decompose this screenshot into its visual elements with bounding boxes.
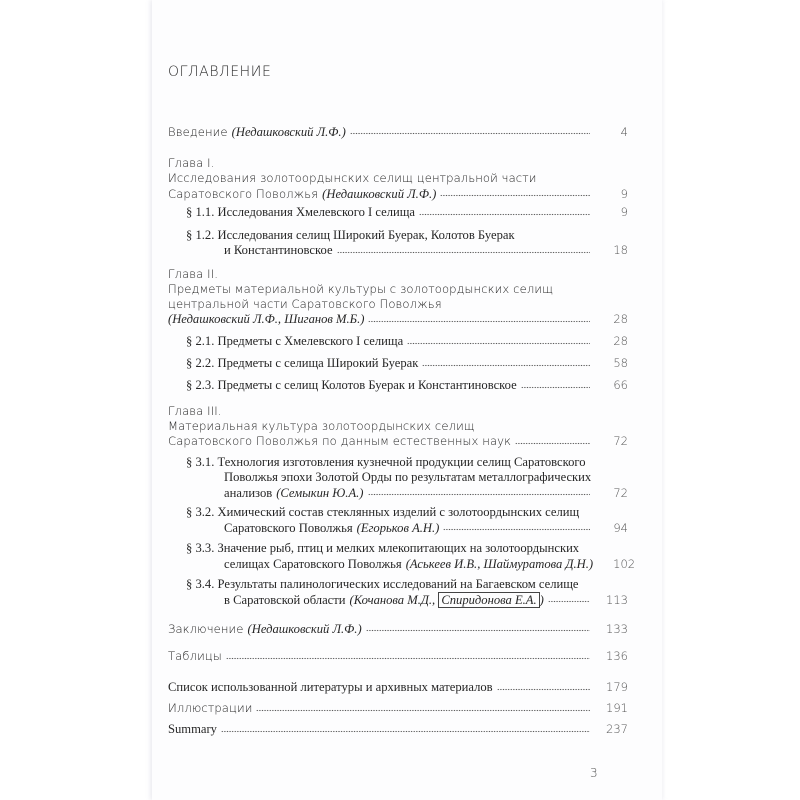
leader-dots bbox=[350, 132, 590, 135]
leader-dots bbox=[366, 629, 590, 632]
page-ref: 136 bbox=[606, 649, 628, 663]
leader-dots bbox=[548, 600, 590, 603]
toc-entry-chapter-3[interactable] bbox=[168, 404, 628, 449]
page-ref: 4 bbox=[620, 125, 628, 139]
page-ref: 72 bbox=[613, 486, 628, 500]
leader-dots bbox=[221, 730, 590, 733]
chapter-label: Глава I. bbox=[168, 156, 215, 170]
section-title: § 2.1. Предметы с Хмелевского I селища bbox=[186, 334, 404, 348]
page-ref: 191 bbox=[606, 701, 628, 715]
toc-entry-chapter-2[interactable] bbox=[168, 267, 628, 327]
page-ref: 72 bbox=[613, 434, 628, 448]
toc-section-2-3[interactable] bbox=[186, 378, 628, 393]
entry-title: Таблицы bbox=[168, 649, 222, 663]
toc-entry-tables[interactable] bbox=[168, 649, 628, 664]
entry-title: Иллюстрации bbox=[168, 701, 253, 715]
section-title: § 3.3. Значение рыб, птиц и мелких млекопитающих на золотоордынских bbox=[186, 541, 580, 555]
leader-dots bbox=[407, 342, 590, 345]
page-number: 3 bbox=[590, 766, 598, 780]
section-title: § 2.3. Предметы с селищ Колотов Буерак и Константиновское bbox=[186, 378, 517, 392]
entry-author bbox=[350, 592, 544, 608]
page-ref: 9 bbox=[620, 187, 628, 201]
section-title: § 3.4. Результаты палинологических исследований на Багаевском селище bbox=[186, 577, 579, 591]
section-title: и Константиновское bbox=[224, 243, 333, 257]
chapter-title-line: центральной части Саратовского Поволжья bbox=[168, 297, 442, 311]
section-title: § 3.2. Химический состав стеклянных изделий с золотоордынских селищ bbox=[186, 505, 580, 519]
page-ref: 9 bbox=[620, 205, 628, 219]
entry-author: (Егорьков А.Н.) bbox=[356, 521, 440, 535]
page-ref: 133 bbox=[606, 622, 628, 636]
page-ref: 102 bbox=[613, 557, 636, 571]
section-title: Саратовского Поволжья bbox=[224, 521, 353, 535]
leader-dots bbox=[226, 657, 590, 660]
section-title: анализов bbox=[224, 486, 273, 500]
page-ref: 94 bbox=[613, 521, 628, 535]
leader-dots bbox=[422, 364, 590, 367]
section-title: § 1.2. Исследования селищ Широкий Буерак, Колотов Буерак bbox=[186, 228, 515, 242]
toc-section-2-2[interactable] bbox=[186, 356, 628, 371]
entry-title: Введение bbox=[168, 125, 228, 139]
leader-dots bbox=[337, 251, 590, 254]
section-title: Поволжья эпохи Золотой Орды по результатам металлографических bbox=[224, 470, 592, 484]
section-title: § 1.1. Исследования Хмелевского I селища bbox=[186, 205, 416, 219]
chapter-title-line: Материальная культура золотоордынских селищ bbox=[168, 419, 475, 433]
toc-entry-summary[interactable] bbox=[168, 722, 628, 737]
leader-dots bbox=[515, 442, 590, 445]
leader-dots bbox=[419, 213, 590, 216]
leader-dots bbox=[497, 688, 590, 691]
entry-title: Заключение bbox=[168, 622, 244, 636]
toc-section-3-3[interactable] bbox=[186, 541, 636, 571]
chapter-title-line: Саратовского Поволжья по данным естественных наук bbox=[168, 434, 512, 448]
section-title: § 2.2. Предметы с селища Широкий Буерак bbox=[186, 356, 419, 370]
section-title: в Саратовской области bbox=[224, 593, 346, 607]
section-title: § 3.1. Технология изготовления кузнечной продукции селищ Саратовского bbox=[186, 455, 586, 469]
page-ref: 237 bbox=[606, 722, 628, 736]
leader-dots bbox=[256, 709, 590, 712]
entry-author: (Недашковский Л.Ф.) bbox=[247, 622, 362, 636]
page-ref: 113 bbox=[606, 593, 628, 607]
entry-author: (Недашковский Л.Ф.) bbox=[322, 187, 437, 201]
leader-dots bbox=[368, 493, 591, 496]
author-text: (Кочанова М.Д., bbox=[349, 593, 439, 607]
entry-title: Summary bbox=[168, 722, 217, 736]
toc-section-3-2[interactable] bbox=[186, 505, 628, 535]
toc-section-1-2[interactable] bbox=[186, 228, 628, 258]
deceased-author-box: Спиридонова Е.А. bbox=[438, 592, 539, 608]
chapter-title-line: Исследования золотоордынских селищ центральной части bbox=[168, 171, 537, 185]
leader-dots bbox=[440, 194, 590, 197]
section-title: селищах Саратовского Поволжья bbox=[224, 557, 402, 571]
book-page bbox=[152, 0, 662, 800]
toc-section-3-4[interactable] bbox=[186, 577, 628, 607]
chapter-title-line: Предметы материальной культуры с золотоордынских селищ bbox=[168, 282, 554, 296]
leader-dots bbox=[368, 320, 590, 323]
entry-author: (Семыкин Ю.А.) bbox=[276, 486, 364, 500]
page-ref: 28 bbox=[613, 312, 628, 326]
toc-section-1-1[interactable] bbox=[186, 205, 628, 220]
toc-section-3-1[interactable] bbox=[186, 455, 628, 500]
leader-dots bbox=[521, 386, 590, 389]
page-ref: 66 bbox=[613, 378, 628, 392]
toc-entry-illustrations[interactable] bbox=[168, 701, 628, 716]
chapter-label: Глава III. bbox=[168, 404, 222, 418]
toc-heading: ОГЛАВЛЕНИЕ bbox=[168, 64, 272, 80]
entry-author: (Недашковский Л.Ф., Шиганов М.Б.) bbox=[168, 312, 365, 326]
toc-entry-bibliography[interactable] bbox=[168, 680, 628, 695]
toc-entry-chapter-1[interactable] bbox=[168, 156, 628, 201]
entry-title: Список использованной литературы и архивных материалов bbox=[168, 680, 493, 694]
chapter-title-line: Саратовского Поволжья bbox=[168, 187, 319, 201]
page-ref: 179 bbox=[606, 680, 628, 694]
page-ref: 18 bbox=[613, 243, 628, 257]
author-text: ) bbox=[539, 593, 544, 607]
toc-entry-introduction[interactable] bbox=[168, 124, 628, 139]
entry-author: (Недашковский Л.Ф.) bbox=[231, 125, 346, 139]
chapter-label: Глава II. bbox=[168, 267, 218, 281]
toc-section-2-1[interactable] bbox=[186, 334, 628, 349]
page-ref: 58 bbox=[613, 356, 628, 370]
toc-entry-conclusion[interactable] bbox=[168, 621, 628, 636]
page-ref: 28 bbox=[613, 334, 628, 348]
entry-author: (Аськеев И.В., Шаймуратова Д.Н.) bbox=[405, 557, 594, 571]
leader-dots bbox=[443, 528, 590, 531]
